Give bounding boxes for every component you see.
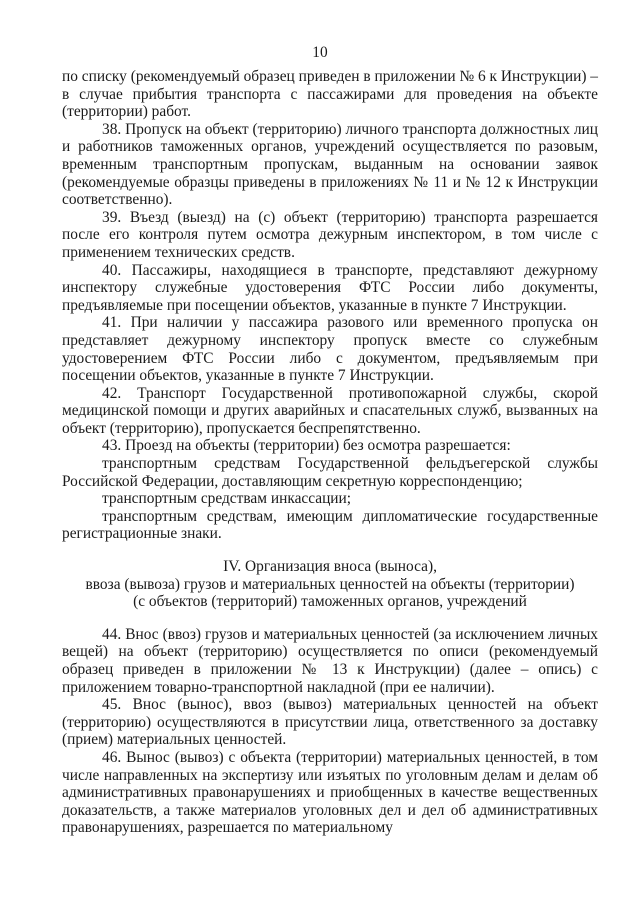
list-item-collection: транспортным средствам инкассации; (102, 490, 352, 508)
paragraph-45: 45. Внос (вынос), ввоз (вывоз) материальных ценностей на объект (территорию) осуществляются в присутствии лица, ответственного за доставку (прием) материальных ценностей. (62, 696, 598, 749)
paragraph-41: 41. При наличии у пассажира разового или временного пропуска он представляет дежурному инспектору пропуск вместе со служебным удостоверением ФТС России либо с документом, предъявляемым при посещении объектов, указанные в пункте 7 Инструкции. (62, 314, 598, 385)
paragraph-44: 44. Внос (ввоз) грузов и материальных ценностей (за исключением личных вещей) на объект (территорию) осуществляется по описи (рекомендуемый образец приведен в приложении № 13 к Инструкции) (далее – опись) с приложением товарно-транспортной накладной (при ее наличии). (62, 625, 598, 696)
section-heading-line-2: ввоза (вывоза) грузов и материальных ценностей на объекты (территории) (85, 575, 575, 593)
paragraph-39: 39. Въезд (выезд) на (с) объект (территорию) транспорта разрешается после его контроля путем осмотра дежурным инспектором, в том числе с применением технических средств. (62, 208, 598, 261)
section-heading-line-3: (с объектов (территорий) таможенных органов, учреждений (133, 593, 527, 611)
paragraph-40: 40. Пассажиры, находящиеся в транспорте, представляют дежурному инспектору служебные удостоверения ФТС России либо документы, предъявляемые при посещении объектов, указанные в пункте 7 Инструкции. (62, 261, 598, 314)
paragraph-43: 43. Проезд на объекты (территории) без осмотра разрешается: (102, 437, 511, 455)
list-item-fieldcourier: транспортным средствам Государственной фельдъегерской службы Российской Федерации, доставляющим секретную корреспонденцию; (62, 455, 598, 490)
section-heading-line-1: IV. Организация вноса (выноса), (223, 558, 437, 576)
paragraph-46: 46. Вынос (вывоз) с объекта (территории) материальных ценностей, в том числе направленных на экспертизу или изъятых по уголовным делам и делам об административных правонарушениях и приобщенных в качестве вещественных доказательств, а также материалов уголовных дел и дел об административных правонарушениях, разрешается по материальному (62, 748, 598, 837)
document-body (62, 68, 598, 837)
page-number: 10 (312, 44, 328, 61)
continuation-paragraph: по списку (рекомендуемый образец приведен в приложении № 6 к Инструкции) – в случае прибытия транспорта с пассажирами для проведения на объекте (территории) работ. (62, 68, 598, 121)
paragraph-42: 42. Транспорт Государственной противопожарной службы, скорой медицинской помощи и других аварийных и спасательных служб, вызванных на объект (территорию), пропускается беспрепятственно. (62, 384, 598, 437)
list-item-diplomatic: транспортным средствам, имеющим дипломатические государственные регистрационные знаки. (62, 507, 598, 543)
paragraph-38: 38. Пропуск на объект (территорию) личного транспорта должностных лиц и работников таможенных органов, учреждений осуществляется по разовым, временным транспортным пропускам, выданным на основании заявок (рекомендуемые образцы приведены в приложениях № 11 и № 12 к Инструкции соответственно). (62, 120, 598, 209)
section-heading (62, 558, 598, 611)
